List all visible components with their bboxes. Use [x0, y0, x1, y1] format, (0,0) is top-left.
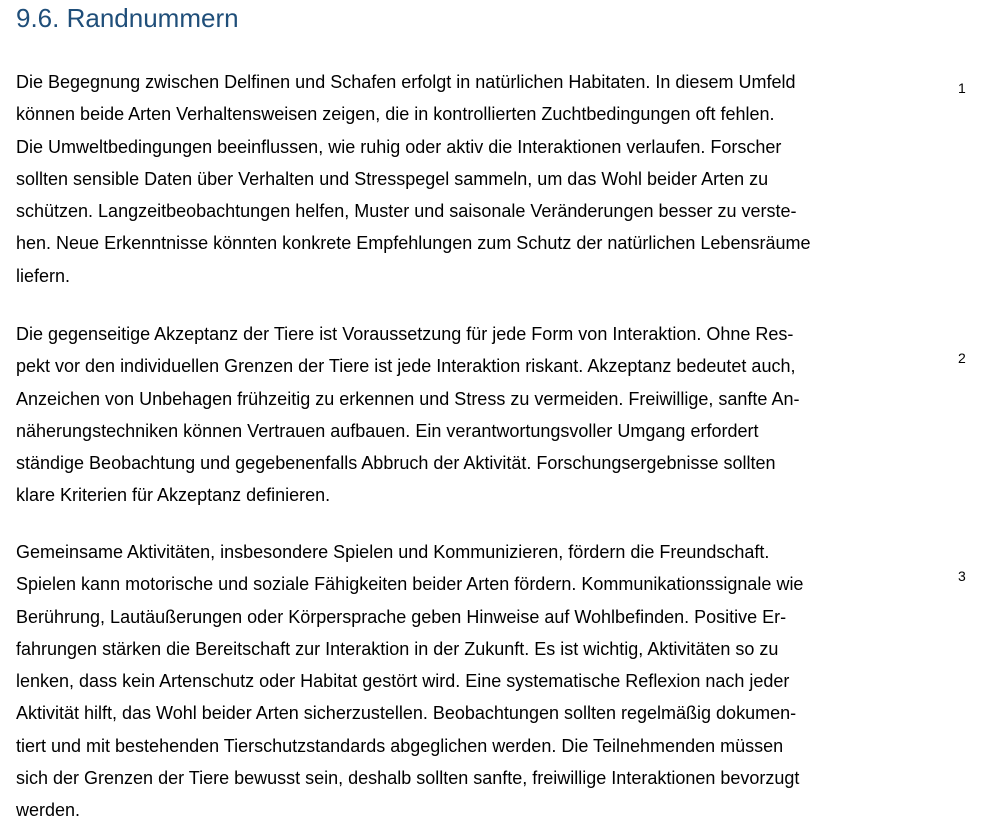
paragraph-3: [16, 536, 936, 827]
paragraph-2: [16, 318, 936, 512]
paragraph-line: ständige Beobachtung und gegebenenfalls Abbruch der Aktivität. Forschungsergebnisse sollten: [16, 453, 776, 474]
margin-number-3: 3: [958, 568, 966, 584]
paragraph-line: pekt vor den individuellen Grenzen der Tiere ist jede Interaktion riskant. Akzeptanz bedeutet auch,: [16, 356, 796, 377]
margin-number-2: 2: [958, 350, 966, 366]
paragraph-line: lenken, dass kein Artenschutz oder Habitat gestört wird. Eine systematische Reflexion nach jeder: [16, 671, 790, 692]
paragraph-line: sich der Grenzen der Tiere bewusst sein, deshalb sollten sanfte, freiwillige Interaktionen bevorzugt: [16, 768, 800, 789]
paragraph-line: Die gegenseitige Akzeptanz der Tiere ist Voraussetzung für jede Form von Interaktion. Ohne Res-: [16, 324, 794, 344]
paragraph-line: werden.: [16, 800, 81, 821]
paragraph-line: klare Kriterien für Akzeptanz definieren.: [16, 485, 331, 506]
paragraph-line: tiert und mit bestehenden Tierschutzstandards abgeglichen werden. Die Teilnehmenden müssen: [16, 735, 784, 756]
paragraph-line: fahrungen stärken die Bereitschaft zur Interaktion in der Zukunft. Es ist wichtig, Aktivitäten so zu: [16, 638, 779, 659]
paragraph-line: schützen. Langzeitbeobachtungen helfen, Muster und saisonale Veränderungen besser zu verste-: [16, 201, 797, 222]
paragraph-line: Die Begegnung zwischen Delfinen und Schafen erfolgt in natürlichen Habitaten. In diesem Umfeld: [16, 72, 796, 92]
paragraph-line: Anzeichen von Unbehagen frühzeitig zu erkennen und Stress zu vermeiden. Freiwillige, sanfte An-: [16, 388, 800, 409]
section-heading: 9.6. Randnummern: [16, 3, 239, 33]
paragraph-line: können beide Arten Verhaltensweisen zeigen, die in kontrollierten Zuchtbedingungen oft fehlen.: [16, 104, 775, 125]
paragraph-line: Spielen kann motorische und soziale Fähigkeiten beider Arten fördern. Kommunikationssignale wie: [16, 574, 804, 595]
paragraph-line: liefern.: [16, 265, 71, 286]
paragraph-line: Berührung, Lautäußerungen oder Körpersprache geben Hinweise auf Wohlbefinden. Positive Er-: [16, 606, 787, 627]
paragraph-line: Aktivität hilft, das Wohl beider Arten sicherzustellen. Beobachtungen sollten regelmäßig dokumen-: [16, 703, 797, 724]
margin-number-1: 1: [958, 80, 966, 96]
paragraph-line: näherungstechniken können Vertrauen aufbauen. Ein verantwortungsvoller Umgang erfordert: [16, 420, 759, 441]
paragraph-line: hen. Neue Erkenntnisse könnten konkrete Empfehlungen zum Schutz der natürlichen Lebensräume: [16, 233, 811, 254]
paragraph-line: Gemeinsame Aktivitäten, insbesondere Spielen und Kommunizieren, fördern die Freundschaft.: [16, 542, 770, 562]
paragraph-line: Die Umweltbedingungen beeinflussen, wie ruhig oder aktiv die Interaktionen verlaufen. Forscher: [16, 136, 782, 157]
paragraph-1: [16, 66, 936, 292]
paragraph-line: sollten sensible Daten über Verhalten und Stresspegel sammeln, um das Wohl beider Arten zu: [16, 168, 769, 189]
